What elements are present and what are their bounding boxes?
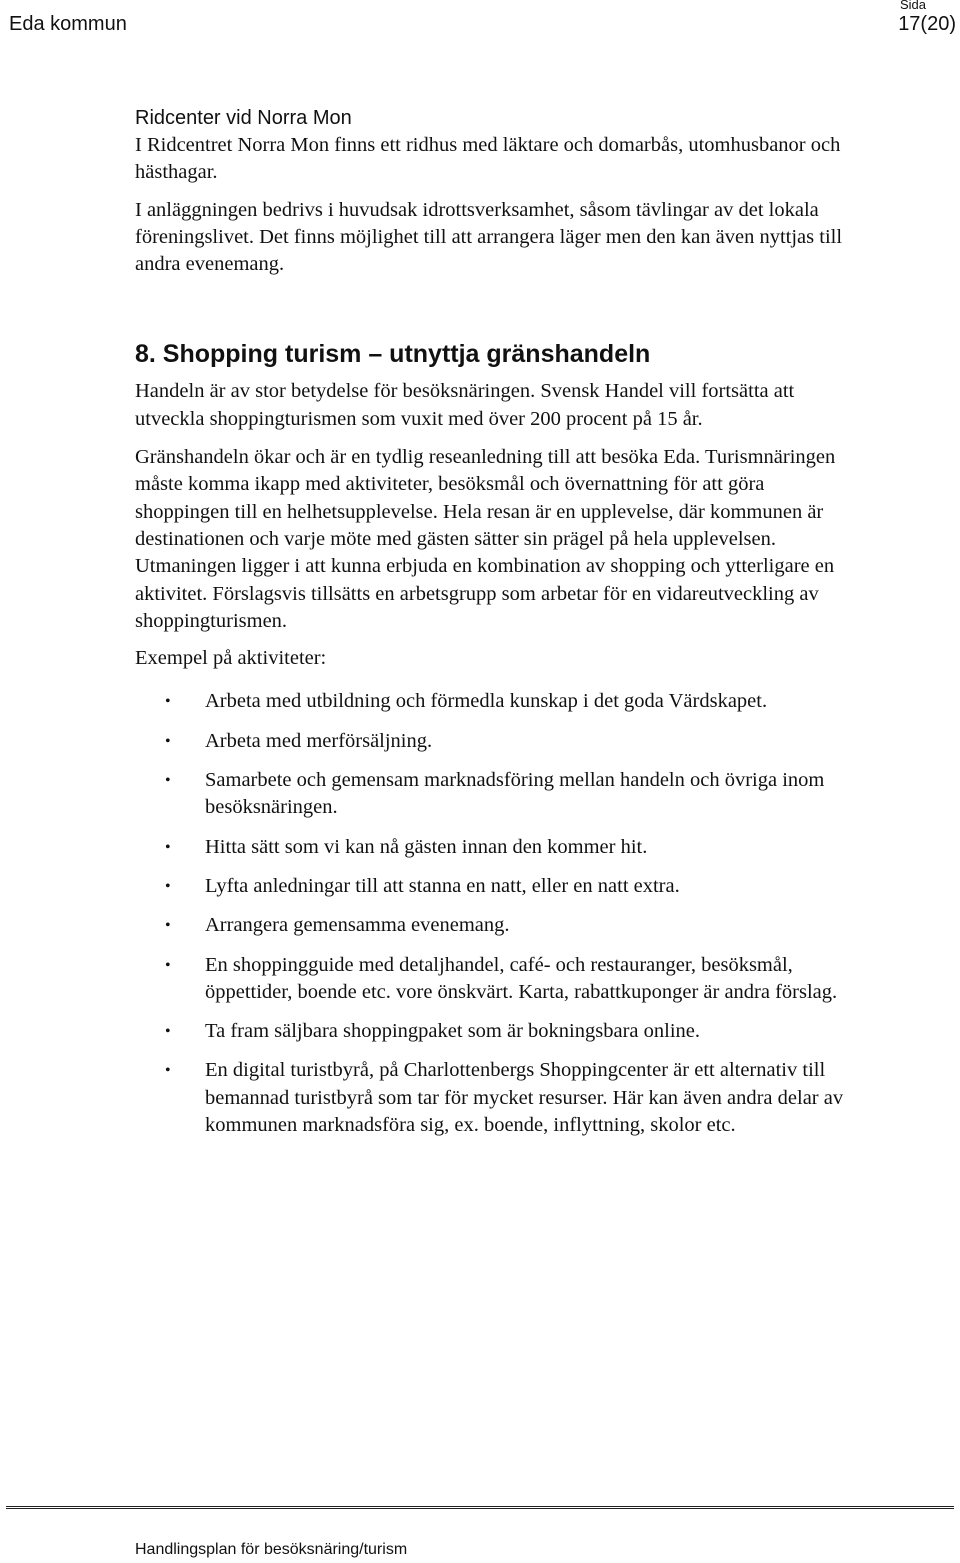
bullet-icon: • bbox=[165, 772, 171, 790]
bullet-icon: • bbox=[165, 877, 171, 895]
shopping-paragraph-2: Gränshandeln ökar och är en tydlig reseanledning till att besöka Eda. Turismnäringen måste komma ikapp med aktiviteter, besöksmål och övernattning för att göra shoppingen till en helhetsupplevelse. Hela resan är en upplevelse, där kommunen är destinationen och varje möte med gästen sätter sin prägel på hela upplevelsen. Utmaningen ligger i att kunna erbjuda en kombination av shopping och ytterligare en aktivitet. Förslagsvis tillsätts en arbetsgrupp som arbetar för en vidareutveckling av shoppingturismen. bbox=[135, 446, 836, 632]
bullet-icon: • bbox=[165, 1023, 171, 1041]
list-item: • Arbeta med merförsäljning. bbox=[135, 728, 855, 755]
ridcenter-title: Ridcenter vid Norra Mon bbox=[135, 107, 352, 129]
section-heading: 8. Shopping turism – utnyttja gränshandeln bbox=[135, 340, 651, 369]
examples-list bbox=[135, 688, 855, 1139]
examples-label: Exempel på aktiviteter: bbox=[135, 647, 327, 670]
list-item: • Lyfta anledningar till att stanna en natt, eller en natt extra. bbox=[135, 873, 855, 900]
list-item: • Samarbete och gemensam marknadsföring mellan handeln och övriga inom besöksnäringen. bbox=[165, 769, 825, 819]
bullet-icon: • bbox=[165, 917, 171, 935]
list-item: • En digital turistbyrå, på Charlottenbergs Shoppingcenter är ett alternativ till bemannad turistbyrå som tar för mycket resurser. Här kan även andra delar av kommunen marknadsföra sig, ex. boende, inflyttning, skolor etc. bbox=[165, 1059, 844, 1137]
list-item: • Arrangera gemensamma evenemang. bbox=[135, 912, 855, 939]
bullet-icon: • bbox=[165, 956, 171, 974]
list-item: • Ta fram säljbara shoppingpaket som är bokningsbara online. bbox=[135, 1018, 855, 1045]
footer-divider bbox=[6, 1506, 954, 1509]
list-item: • En shoppingguide med detaljhandel, café- och restauranger, besöksmål, öppettider, boende etc. vore önskvärt. Karta, rabattkuponger är andra förslag. bbox=[165, 953, 838, 1003]
list-item: • Hitta sätt som vi kan nå gästen innan den kommer hit. bbox=[135, 834, 855, 861]
list-item: • Arbeta med utbildning och förmedla kunskap i det goda Värdskapet. bbox=[135, 688, 855, 715]
document-body bbox=[135, 104, 855, 1151]
shopping-section bbox=[135, 338, 855, 1139]
footer-document-title: Handlingsplan för besöksnäring/turism bbox=[135, 1541, 408, 1558]
bullet-icon: • bbox=[165, 732, 171, 750]
ridcenter-section bbox=[135, 104, 855, 278]
ridcenter-paragraph-1: I Ridcentret Norra Mon finns ett ridhus med läktare och domarbås, utomhusbanor och hästhagar. bbox=[135, 134, 841, 184]
bullet-icon: • bbox=[165, 838, 171, 856]
header-page-number: 17(20) bbox=[898, 13, 956, 35]
shopping-paragraph-1: Handeln är av stor betydelse för besöksnäringen. Svensk Handel vill fortsätta att utveckla shoppingturismen som vuxit med över 200 procent på 15 år. bbox=[135, 380, 795, 430]
header-page-label: Sida bbox=[899, 0, 926, 12]
bullet-icon: • bbox=[165, 1062, 171, 1080]
header-organization: Eda kommun bbox=[9, 13, 127, 35]
ridcenter-paragraph-2: I anläggningen bedrivs i huvudsak idrottsverksamhet, såsom tävlingar av det lokala föreningslivet. Det finns möjlighet till att arrangera läger men den kan även nyttjas till andra evenemang. bbox=[135, 198, 843, 276]
bullet-icon: • bbox=[165, 693, 171, 711]
